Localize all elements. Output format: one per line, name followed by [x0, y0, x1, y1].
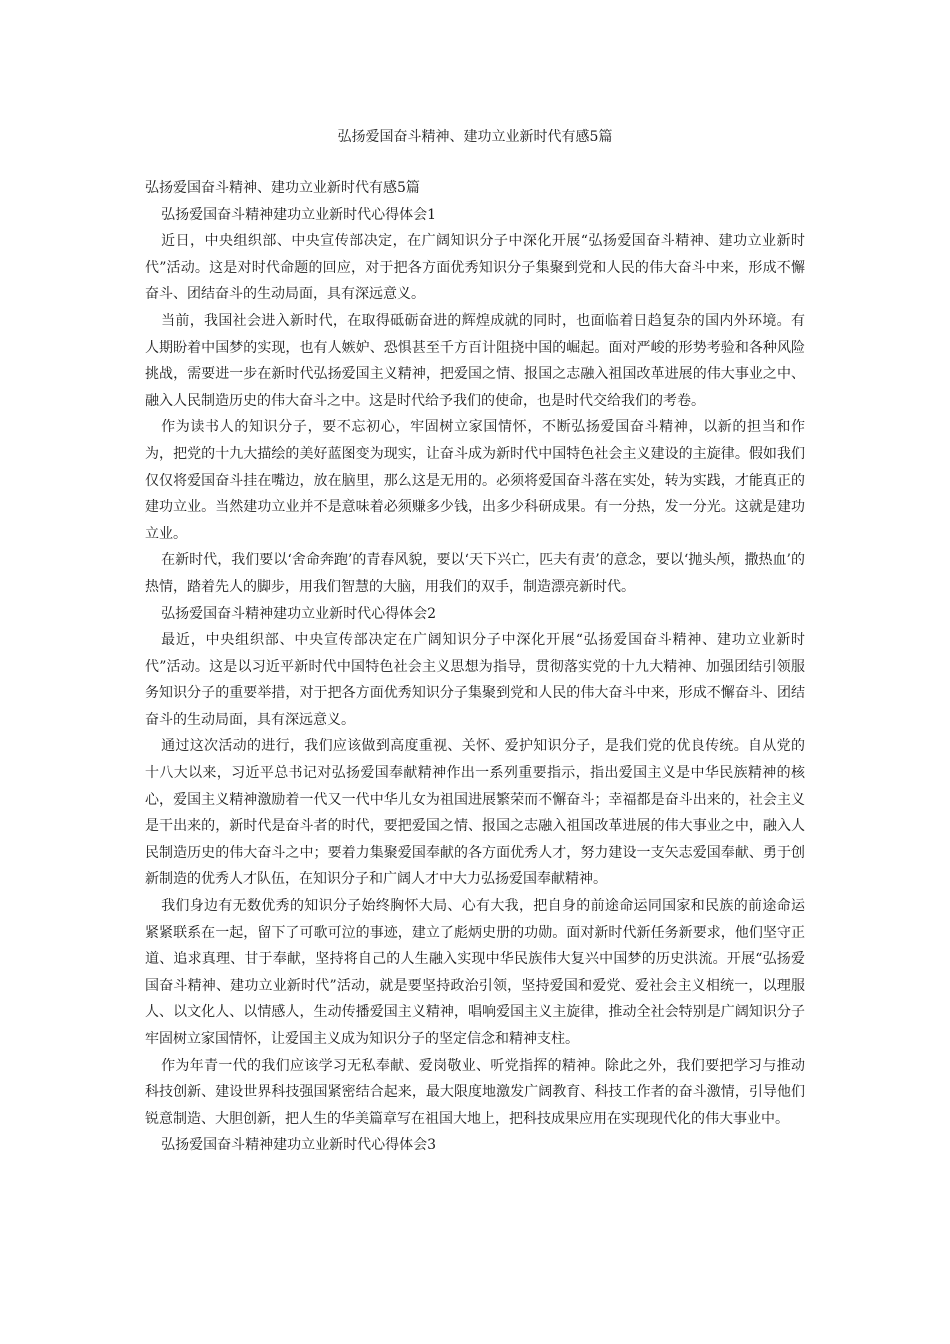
document-title: 弘扬爱国奋斗精神、建功立业新时代有感5篇 — [337, 129, 613, 145]
paragraph: 在新时代，我们要以‘舍命奔跑’的青春风貌，要以‘天下兴亡，匹夫有责’的意念，要以‘抛头颅，撒热血’的热情，踏着先人的脚步，用我们智慧的大脑，用我们的双手，制造漂亮新时代。 — [145, 552, 805, 595]
paragraph: 当前，我国社会进入新时代，在取得砥砺奋进的辉煌成就的同时，也面临着日趋复杂的国内外环境。有人期盼着中国梦的实现，也有人嫉妒、恐惧甚至千方百计阻挠中国的崛起。面对严峻的形势考验和各种风险挑战，需要进一步在新时代弘扬爱国主义精神，把爱国之情、报国之志融入祖国改革进展的伟大事业之中、融入人民制造历史的伟大奋斗之中。这是时代给予我们的使命，也是时代交给我们的考卷。 — [145, 312, 805, 409]
paragraph: 近日，中央组织部、中央宣传部决定，在广阔知识分子中深化开展“弘扬爱国奋斗精神、建功立业新时代”活动。这是对时代命题的回应，对于把各方面优秀知识分子集聚到党和人民的伟大奋斗中来，形成不懈奋斗、团结奋斗的生动局面，具有深远意义。 — [145, 233, 805, 303]
paragraph: 作为读书人的知识分子，要不忘初心，牢固树立家国情怀，不断弘扬爱国奋斗精神，以新的担当和作为，把党的十九大描绘的美好蓝图变为现实，让奋斗成为新时代中国特色社会主义建设的主旋律。假如我们仅仅将爱国奋斗挂在嘴边，放在脑里，那么这是无用的。必须将爱国奋斗落在实处，转为实践，才能真正的建功立业。当然建功立业并不是意味着必须赚多少钱，出多少科研成果。有一分热，发一分光。这就是建功立业。 — [145, 419, 805, 542]
document-subtitle: 弘扬爱国奋斗精神、建功立业新时代有感5篇 — [145, 180, 420, 196]
paragraph: 最近，中央组织部、中央宣传部决定在广阔知识分子中深化开展“弘扬爱国奋斗精神、建功立业新时代”活动。这是以习近平新时代中国特色社会主义思想为指导，贯彻落实党的十九大精神、加强团结引领服务知识分子的重要举措，对于把各方面优秀知识分子集聚到党和人民的伟大奋斗中来，形成不懈奋斗、团结奋斗的生动局面，具有深远意义。 — [145, 632, 805, 728]
paragraph: 通过这次活动的进行，我们应该做到高度重视、关怀、爱护知识分子，是我们党的优良传统。自从党的十八大以来，习近平总书记对弘扬爱国奉献精神作出一系列重要指示，指出爱国主义是中华民族精神的核心，爱国主义精神激励着一代又一代中华儿女为祖国进展繁荣而不懈奋斗；幸福都是奋斗出来的，社会主义是干出来的，新时代是奋斗者的时代，要把爱国之情、报国之志融入祖国改革进展的伟大事业之中，融入人民制造历史的伟大奋斗之中；要着力集聚爱国奉献的各方面优秀人才，努力建设一支矢志爱国奉献、勇于创新制造的优秀人才队伍，在知识分子和广阔人才中大力弘扬爱国奉献精神。 — [145, 738, 805, 888]
paragraph: 作为年青一代的我们应该学习无私奉献、爱岗敬业、听党指挥的精神。除此之外，我们要把学习与推动科技创新、建设世界科技强国紧密结合起来，最大限度地激发广阔教育、科技工作者的奋斗激情，引导他们锐意制造、大胆创新，把人生的华美篇章写在祖国大地上，把科技成果应用在实现现代化的伟大事业中。 — [145, 1057, 805, 1127]
section-heading-3: 弘扬爱国奋斗精神建功立业新时代心得体会3 — [161, 1137, 436, 1154]
paragraph: 我们身边有无数优秀的知识分子始终胸怀大局、心有大我，把自身的前途命运同国家和民族的前途命运紧紧联系在一起，留下了可歌可泣的事迹，建立了彪炳史册的功勋。面对新时代新任务新要求，他们坚守正道、追求真理、甘于奉献，坚持将自己的人生融入实现中华民族伟大复兴中国梦的历史洪流。开展“弘扬爱国奋斗精神、建功立业新时代”活动，就是要坚持政治引领，坚持爱国和爱党、爱社会主义相统一，以理服人、以文化人、以情感人，生动传播爱国主义精神，唱响爱国主义主旋律，推动全社会特别是广阔知识分子牢固树立家国情怀，让爱国主义成为知识分子的坚定信念和精神支柱。 — [145, 898, 805, 1047]
document-body — [145, 175, 805, 1159]
section-heading-1: 弘扬爱国奋斗精神建功立业新时代心得体会1 — [161, 206, 436, 223]
section-heading-2: 弘扬爱国奋斗精神建功立业新时代心得体会2 — [161, 605, 436, 622]
